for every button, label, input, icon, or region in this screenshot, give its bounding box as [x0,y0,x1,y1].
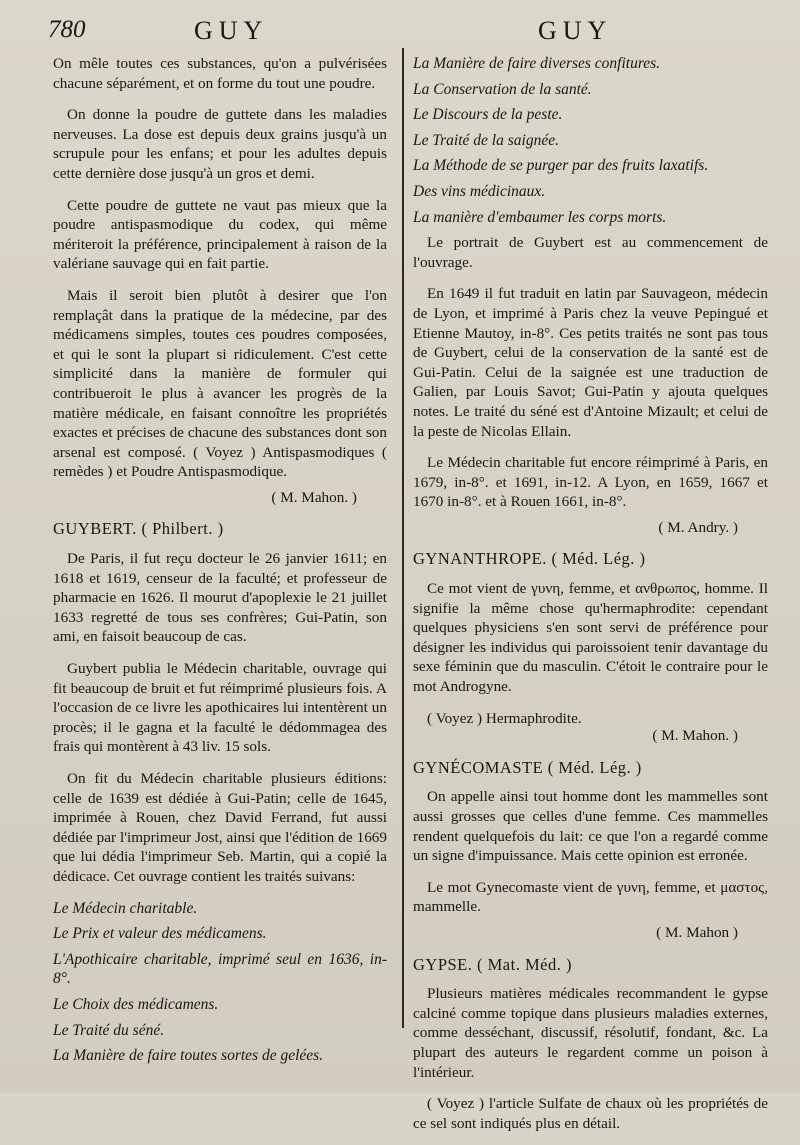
work-title: La manière d'embaumer les corps morts. [413,208,667,226]
work-title: La Méthode de se purger par des fruits laxatifs. [413,157,709,175]
paragraph: Plusieurs matières médicales recommandent le gypse calciné comme topique dans plusieurs maladies externes, comme desséchant, discussif, résolutif, fondant, &c. La plupart des auteurs le regardent comme un poison à l'intérieur. [413,985,768,1081]
author-signature: ( M. Mahon ) [656,923,738,941]
right-column [413,54,768,1145]
entry-heading: GYNANTHROPE. ( Méd. Lég. ) [413,549,646,569]
paragraph: Le mot Gynecomaste vient de γυνη, femme, et μαστος, mammelle. [413,878,768,916]
paragraph: On appelle ainsi tout homme dont les mammelles sont aussi grosses que celles d'une femme. Ces mammelles rendent quelquefois du lait: ce que l'on a regardé comme un signe d'impuissance. Mais cette opinion est erronée. [413,788,768,865]
paragraph: ( Voyez ) l'article Sulfate de chaux où les propriétés de ce sel sont indiqués plus en détail. [413,1095,768,1132]
entry-heading: GYNÉCOMASTE ( Méd. Lég. ) [413,757,642,777]
author-signature: ( M. Andry. ) [658,518,738,536]
running-head-left: GUY [194,16,269,45]
entry-heading: GUYBERT. ( Philbert. ) [53,519,224,539]
paragraph: On fit du Médecin charitable plusieurs éditions: celle de 1639 est dédiée à Gui-Patin; celle de 1645, imprimée à Rouen, chez David Ferrand, fut aussi dédiée par l'imprimeur Jost, ainsi que l'édition de 1669 que lui dédia l'imprimeur Seb. Martin, qui a copié la dédicace. Cet ouvrage contient les traités suivans: [53,770,387,885]
paragraph: Cette poudre de guttete ne vaut pas mieux que la poudre antispasmodique du codex, qui même mériteroit la préférence, principalement à raison de la valériane sauvage qui en fait partie. [53,196,387,273]
work-title: Le Traité du séné. [53,1021,165,1039]
paragraph: De Paris, il fut reçu docteur le 26 janvier 1611; en 1618 et 1619, censeur de la faculté; et professeur de pharmacie en 1626. Il mourut d'apoplexie le 21 juillet 1633 regretté de tous ses confrères; Gui-Patin, son ami, en faisoit beaucoup de cas. [53,550,387,646]
paragraph: Mais il seroit bien plutôt à desirer que l'on remplaçât dans la pratique de la médecine, par des médicamens simples, toutes ces poudres composées, et qui le sont la plupart si ridiculement. C'est cette simplicité dans la manière de formuler qui contribueroit le plus à avancer les progrès de la matière médicale, en faisant connoître les propriétés exactes et précises de chacune des substances dont son arsenal est composé. ( Voyez ) Antispasmodiques ( remèdes ) et Poudre Antispasmodique. [53,286,387,481]
entry-heading: GYPSE. ( Mat. Méd. ) [413,954,572,974]
page-number: 780 [48,16,86,43]
author-signature: ( M. Mahon. ) [271,488,357,506]
work-title: L'Apothicaire charitable, imprimé seul en 1636, in-8°. [53,950,387,988]
paragraph: Le Médecin charitable fut encore réimprimé à Paris, en 1679, in-8°. et 1691, in-12. A Lyon, en 1659, 1667 et 1670 in-8°. et à Rouen 1661, in-8°. [413,454,768,511]
page-header [48,14,770,50]
work-title: La Conservation de la santé. [413,80,592,98]
work-title: La Manière de faire diverses confitures. [413,55,661,72]
work-title: Le Discours de la peste. [413,106,563,124]
author-signature: ( M. Mahon. ) [652,727,738,745]
left-column [53,54,387,1072]
column-divider [402,48,404,1028]
paragraph: Le portrait de Guybert est au commencement de l'ouvrage. [413,234,768,271]
paragraph: On donne la poudre de guttete dans les maladies nerveuses. La dose est depuis deux grains jusqu'à un scrupule pour les enfans; et pour les adultes depuis cette dernière dose jusqu'à un gros et demi. [53,106,387,182]
paragraph: En 1649 il fut traduit en latin par Sauvageon, médecin de Lyon, et imprimé à Paris chez la veuve Pepingué et Etienne Mautoy, in-8°. Ces petits traités ne sont pas tous de Guybert, celui de la conservation de la santé est de Gui-Patin. Celui de la saignée est une traduction de Galien, par Louis Savot; Gui-Patin y ajouta quelques notes. Le traité du séné est d'Antoine Mizault; et celui de la peste de Nicolas Ellain. [413,285,768,440]
work-title: La Manière de faire toutes sortes de gelées. [53,1047,324,1065]
paragraph: Guybert publia le Médecin charitable, ouvrage qui fit beaucoup de bruit et fut réimprimé plusieurs fois. A l'occasion de ce livre les apothicaires lui intentèrent un procès; il le gagna et la faculté le dédommagea des frais qui montèrent à 43 liv. 15 sols. [53,660,387,756]
work-title: Le Choix des médicamens. [53,995,219,1013]
paragraph: Ce mot vient de γυνη, femme, et ανθρωπος, homme. Il signifie la même chose qu'hermaphrodite: cependant quelques physiciens s'en sont servi de préférence pour désigner les individus qui paroissoient tenir davantage du sexe féminin que du masculin. C'étoit le contraire pour le mot Androgyne. [413,580,768,696]
work-title: Des vins médicinaux. [413,182,546,200]
work-title: Le Prix et valeur des médicamens. [53,925,267,943]
work-title: Le Médecin charitable. [53,899,198,917]
cross-reference: ( Voyez ) Hermaphrodite. [427,709,582,727]
running-head-right: GUY [538,16,613,45]
work-title: Le Traité de la saignée. [413,131,559,149]
paragraph: On mêle toutes ces substances, qu'on a pulvérisées chacune séparément, et on forme du tout une poudre. [53,55,387,92]
